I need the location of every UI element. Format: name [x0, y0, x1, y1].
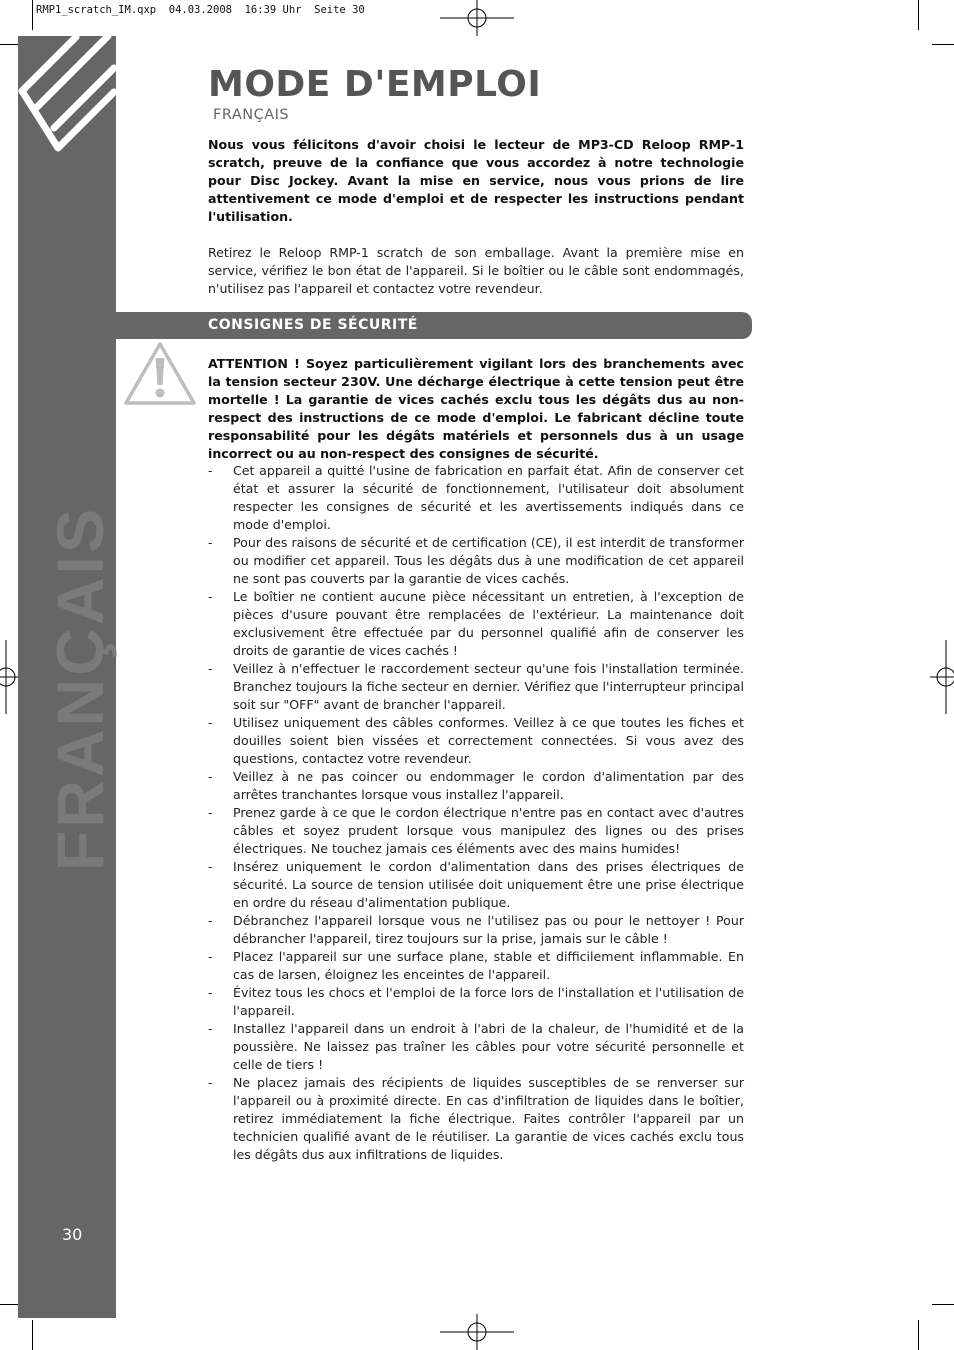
registration-mark-bottom — [440, 1314, 514, 1350]
list-item-text: Débranchez l'appareil lorsque vous ne l'utilisez pas ou pour le nettoyer ! Pour débrancher l'appareil, tirez toujours sur la prise, jamais sur le câble ! — [233, 913, 744, 946]
registration-mark-top — [440, 0, 514, 36]
list-item-text: Veillez à n'effectuer le raccordement secteur qu'une fois l'installation terminée. Branchez toujours la fiche secteur en dernier. Vérifiez que l'interrupteur principal soit sur "OFF" avant de brancher l'appareil. — [233, 661, 744, 712]
list-dash: - — [208, 949, 213, 964]
list-dash: - — [208, 805, 213, 820]
intro-bold-paragraph: Nous vous félicitons d'avoir choisi le lecteur de MP3-CD Reloop RMP-1 scratch, preuve de la confiance que vous accordez à notre technologie pour Disc Jockey. Avant la mise en service, nous vous prions de lire attentivement ce mode d'emploi et de respecter les instructions pendant l'utilisation. — [208, 137, 744, 224]
list-item-text: Utilisez uniquement des câbles conformes. Veillez à ce que toutes les fiches et douilles soient bien vissées et correctement connectées. Si vous avez des questions, contactez votre revendeur. — [233, 715, 744, 766]
crop-mark — [918, 0, 919, 30]
crop-mark — [918, 1320, 919, 1350]
list-item — [208, 660, 744, 714]
list-item-text: Évitez tous les chocs et l'emploi de la force lors de l'installation et l'utilisation de l'appareil. — [233, 985, 744, 1018]
list-dash: - — [208, 769, 213, 784]
list-item — [208, 984, 744, 1020]
list-dash: - — [208, 661, 213, 676]
list-item — [208, 768, 744, 804]
list-item-text: Insérez uniquement le cordon d'alimentation dans des prises électriques de sécurité. La source de tension utilisée doit uniquement être une prise électrique en ordre du réseau d'alimentation publique. — [233, 859, 744, 910]
list-item-text: Placez l'appareil sur une surface plane, stable et difficilement inflammable. En cas de larsen, éloignez les enceintes de l'appareil. — [233, 949, 744, 982]
registration-mark-right — [930, 640, 954, 714]
crop-mark — [32, 1320, 33, 1350]
list-item — [208, 804, 744, 858]
list-item-text: Installez l'appareil dans un endroit à l'abri de la chaleur, de l'humidité et de la poussière. Ne laissez pas traîner les câbles pour votre sécurité personnelle et celle de tiers ! — [233, 1021, 744, 1072]
list-item — [208, 588, 744, 660]
list-item — [208, 714, 744, 768]
list-dash: - — [208, 985, 213, 1000]
sidebar-language-word: FRANÇAIS — [43, 506, 117, 871]
section-header-bar — [116, 312, 752, 339]
list-item — [208, 912, 744, 948]
language-subtitle: FRANÇAIS — [213, 107, 290, 123]
list-item-text: Pour des raisons de sécurité et de certification (CE), il est interdit de transformer ou modifier cet appareil. Tous les dégâts dus à une modification de cet appareil ne sont pas couverts par la garantie de vices cachés. — [233, 535, 744, 586]
warning-triangle-icon — [122, 340, 198, 408]
list-dash: - — [208, 1075, 213, 1090]
list-dash: - — [208, 1021, 213, 1036]
list-item — [208, 858, 744, 912]
list-dash: - — [208, 535, 213, 550]
crop-mark — [932, 44, 954, 45]
brand-logo-icon — [18, 36, 116, 166]
list-item-text: Le boîtier ne contient aucune pièce nécessitant un entretien, à l'exception de pièces d'usure pouvant être remplacées de l'extérieur. La maintenance doit exclusivement être effectuée par du personnel qualifié afin de conserver les droits de garantie de vices cachés ! — [233, 589, 744, 658]
list-item — [208, 1020, 744, 1074]
safety-list — [208, 462, 744, 1164]
list-item-text: Ne placez jamais des récipients de liquides susceptibles de se renverser sur l'appareil ou à proximité directe. En cas d'infiltration de liquides dans le boîtier, retirez immédiatement la fiche électrique. Faites contrôler l'appareil par un technicien qualifié avant de le réutiliser. La garantie de vices cachés exclu tous les dégâts dus aux infiltrations de liquides. — [233, 1075, 744, 1162]
page-number: 30 — [62, 1225, 83, 1244]
page-title: MODE D'EMPLOI — [208, 64, 542, 105]
list-item — [208, 948, 744, 984]
intro-paragraph: Retirez le Reloop RMP-1 scratch de son emballage. Avant la première mise en service, vérifiez le bon état de l'appareil. Si le boîtier ou le câble sont endommagés, n'utilisez pas l'appareil et contactez votre revendeur. — [208, 245, 744, 296]
print-slug: RMP1_scratch_IM.qxp 04.03.2008 16:39 Uhr Seite 30 — [36, 4, 365, 16]
sidebar — [18, 36, 116, 1318]
list-item-text: Prenez garde à ce que le cordon électrique n'entre pas en contact avec d'autres câbles et soyez prudent lorsque vous manipulez des lignes ou des prises électriques. Ne touchez jamais ces éléments avec des mains humides! — [233, 805, 744, 856]
list-item-text: Cet appareil a quitté l'usine de fabrication en parfait état. Afin de conserver cet état et assurer la sécurité de fonctionnement, l'utilisateur doit absolument respecter les consignes de sécurité et les avertissements indiqués dans ce mode d'emploi. — [233, 463, 744, 532]
list-item-text: Veillez à ne pas coincer ou endommager le cordon d'alimentation par des arrêtes tranchantes lorsque vous installez l'appareil. — [233, 769, 744, 802]
section-title: CONSIGNES DE SÉCURITÉ — [208, 317, 418, 333]
list-dash: - — [208, 859, 213, 874]
list-item — [208, 1074, 744, 1164]
list-item — [208, 462, 744, 534]
crop-mark — [932, 1304, 954, 1305]
list-dash: - — [208, 589, 213, 604]
list-dash: - — [208, 715, 213, 730]
list-dash: - — [208, 463, 213, 478]
list-item — [208, 534, 744, 588]
list-dash: - — [208, 913, 213, 928]
warning-text: ATTENTION ! Soyez particulièrement vigilant lors des branchements avec la tension secteur 230V. Une décharge électrique à cette tension peut être mortelle ! La garantie de vices cachés exclu tous les dégâts dus au non-respect des instructions de ce mode d'emploi. Le fabricant décline toute responsabilité pour les dégâts matériels et personnels dus à un usage incorrect ou au non-respect des consignes de sécurité. — [208, 356, 744, 461]
crop-mark — [32, 0, 33, 30]
